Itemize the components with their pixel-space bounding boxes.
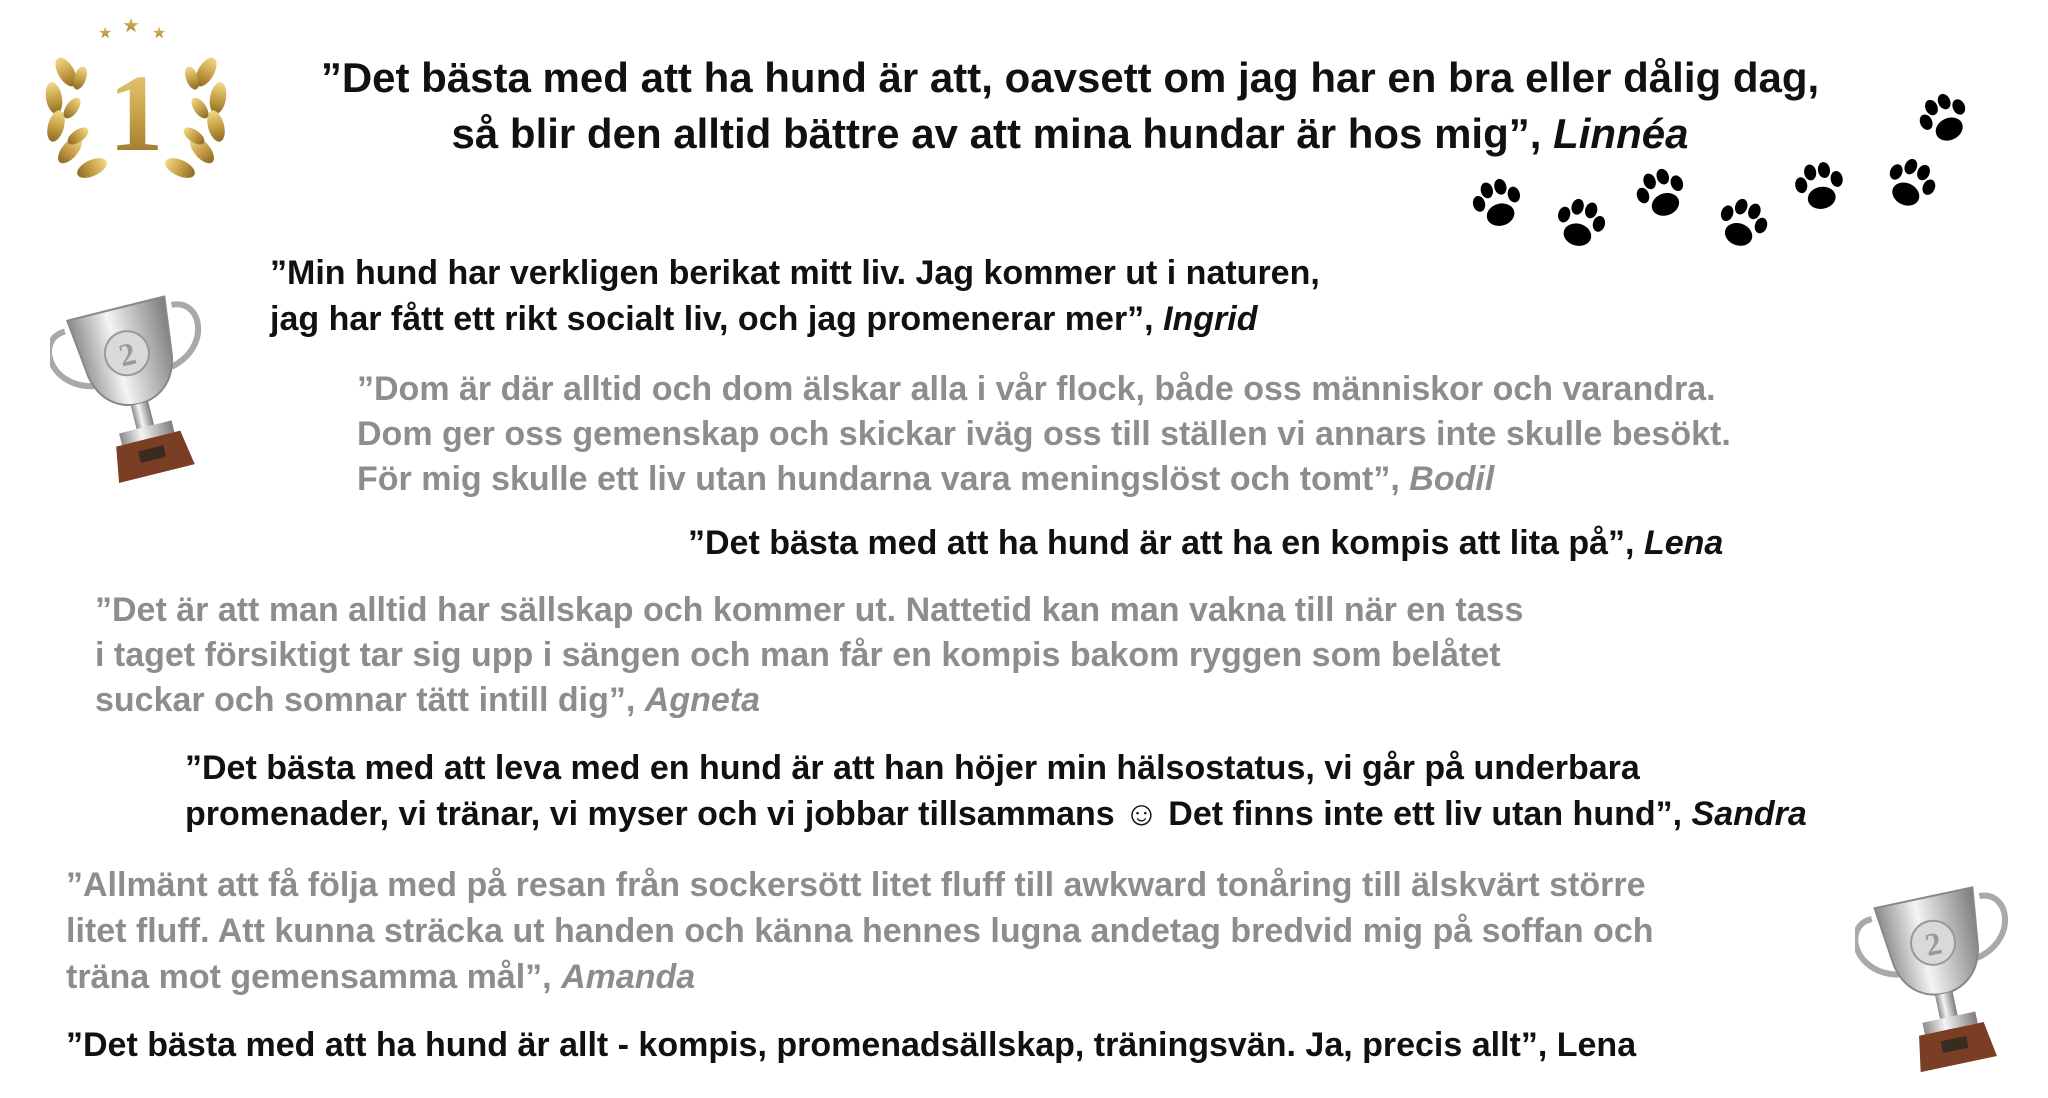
- quote-line: ”Det bästa med att ha hund är att, oavsett om jag har en bra eller dålig dag,: [320, 54, 1820, 101]
- quote-author: Amanda: [561, 958, 696, 996]
- quote-line: ”Det bästa med att ha hund är allt - kompis, promenadsällskap, träningsvän. Ja, precis allt”, Lena: [66, 1026, 1637, 1064]
- quote-bodil: [357, 367, 1731, 502]
- quote-line: ”Dom är där alltid och dom älskar alla i vår flock, både oss människor och varandra.: [357, 370, 1716, 408]
- quote-author: Lena: [1643, 524, 1724, 562]
- quote-agneta: [95, 588, 1523, 723]
- quote-line: ”Allmänt att få följa med på resan från sockersött litet fluff till awkward tonåring till älskvärt större: [66, 866, 1646, 904]
- quote-author: Sandra: [1691, 795, 1807, 833]
- paw-print-icon: [1880, 155, 1940, 215]
- svg-text:1: 1: [108, 52, 164, 174]
- quote-line: promenader, vi tränar, vi myser och vi jobbar tillsammans ☺ Det finns inte ett liv utan hund”, Sandra: [185, 795, 1807, 833]
- quote-author: Bodil: [1409, 460, 1495, 498]
- quote-line: För mig skulle ett liv utan hundarna vara meningslöst och tomt”, Bodil: [357, 460, 1495, 498]
- quote-amanda: [66, 862, 1654, 1000]
- quote-lena-2: [66, 1022, 1636, 1068]
- quote-author: Ingrid: [1163, 300, 1258, 338]
- paw-print-icon: [1632, 165, 1692, 225]
- svg-text:2: 2: [1921, 924, 1945, 964]
- quote-sandra: [185, 745, 1807, 837]
- svg-text:★: ★: [122, 13, 140, 37]
- quote-lena-1: [688, 520, 1723, 566]
- quote-author: Linnéa: [1553, 110, 1689, 157]
- svg-text:★: ★: [98, 23, 113, 42]
- trophy-bottom-right: [1855, 875, 2035, 1075]
- quote-line: jag har fått ett rikt socialt liv, och jag promenerar mer”, Ingrid: [270, 300, 1258, 338]
- trophy-top-left: [50, 285, 230, 485]
- quote-line: ”Det bästa med att leva med en hund är att han höjer min hälsostatus, vi går på underbara: [185, 749, 1640, 787]
- quote-line: ”Det bästa med att ha hund är att ha en kompis att lita på”, Lena: [688, 524, 1724, 562]
- quote-line: i taget försiktigt tar sig upp i sängen och man får en kompis bakom ryggen som belåtet: [95, 636, 1501, 674]
- quote-linnea: [230, 50, 1910, 162]
- paw-print-icon: [1712, 195, 1772, 255]
- quote-line: ”Det är att man alltid har sällskap och kommer ut. Nattetid kan man vakna till när en tass: [95, 591, 1524, 629]
- svg-text:2: 2: [115, 334, 140, 374]
- trophy-icon: [50, 285, 230, 485]
- quote-line: suckar och somnar tätt intill dig”, Agneta: [95, 681, 760, 719]
- quote-line: så blir den alltid bättre av att mina hundar är hos mig”, Linnéa: [451, 110, 1689, 157]
- quote-author: Agneta: [644, 681, 760, 719]
- paw-print-icon: [1468, 175, 1528, 235]
- paw-print-icon: [1790, 158, 1850, 218]
- paw-print-icon: [1550, 195, 1610, 255]
- quote-line: litet fluff. Att kunna sträcka ut handen och känna hennes lugna andetag bredvid mig på soffan och: [66, 912, 1654, 950]
- quote-line: träna mot gemensamma mål”, Amanda: [66, 958, 696, 996]
- quote-line: Dom ger oss gemenskap och skickar iväg oss till ställen vi annars inte skulle besökt.: [357, 415, 1731, 453]
- svg-text:★: ★: [152, 23, 167, 42]
- quote-ingrid: [270, 250, 1320, 342]
- paw-print-icon: [1915, 90, 1975, 150]
- quote-line: ”Min hund har verkligen berikat mitt liv. Jag kommer ut i naturen,: [270, 254, 1320, 292]
- trophy-icon: [1855, 875, 2035, 1075]
